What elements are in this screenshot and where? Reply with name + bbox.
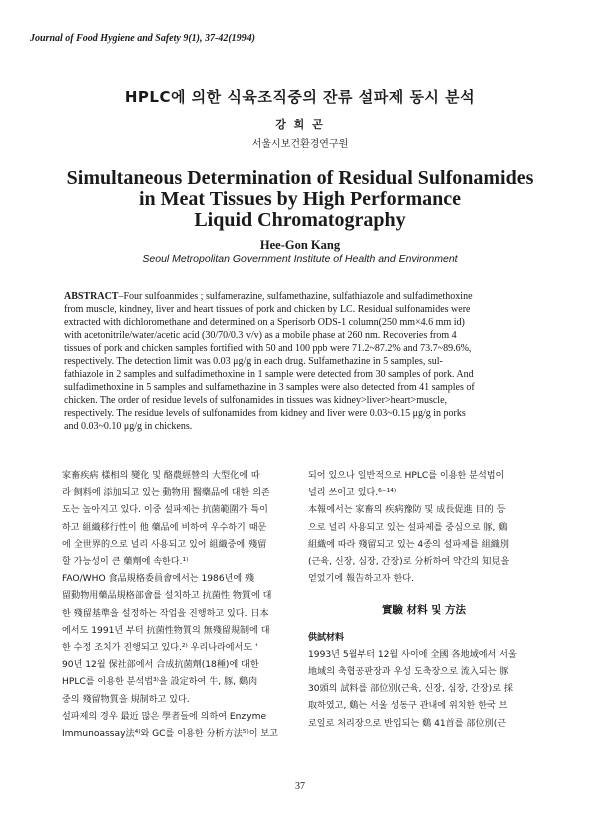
body-line: 地域의 축협공판장과 우성 도축장으로 流入되는 豚 [308,667,509,678]
sub-heading: 供試材料 [308,632,345,643]
page-number: 37 [295,781,305,792]
body-line: 한 수정 조치가 진행되고 있다.²⁾ 우리나라에서도 ' [62,643,258,654]
body-line: (근육, 신장, 심장, 간장)로 分析하여 약간의 知見을 [308,557,510,568]
abstract-line: respectively. The detection limit was 0.03 μg/g in each drug. Sulfamethazine in 5 samples, sul- [64,356,443,367]
english-title [0,168,600,231]
body-line: 할 가능성이 큰 藥劑에 속한다.¹⁾ [62,557,189,568]
abstract-line: sulfadimethoxine in 5 samples and sulfamethazine in 3 samples were also detected from 41 samples of [64,382,475,393]
english-author: Hee-Gon Kang [259,238,341,252]
body-line: 組織에 따라 殘留되고 있는 4종의 설파제를 組織別 [308,539,509,550]
body-line: 설파제의 경우 最近 많은 學者들에 의하여 Enzyme [62,711,267,722]
left-column [62,468,294,743]
body-line: 本報에서는 家畜의 疾病豫防 및 成長促進 目的 등 [308,505,506,516]
body-line: Immunoassay法⁴⁾와 GC를 이용한 分析方法⁵⁾이 보고 [62,729,278,740]
english-title-line: Simultaneous Determination of Residual Sulfonamides [66,167,534,189]
korean-author: 강 희 곤 [275,118,325,131]
body-line: FAO/WHO 食品規格委員會에서는 1986년에 殘 [62,574,255,585]
section-heading: 實驗 材料 및 方法 [381,604,467,617]
korean-title: HPLC에 의한 식육조직중의 잔류 설파제 동시 분석 [124,88,476,106]
body-line: 되어 있으나 일반적으로 HPLC를 이용한 분석법이 [308,471,505,481]
body-line: 30頭의 試料를 部位別(근육, 신장, 심장, 간장)로 採 [308,684,513,695]
abstract-line: with acetonitrile/water/acetic acid (30/70/0.3 v/v) as a mobile phase at 260 nm. Recoveries from 4 [64,330,457,341]
body-line: 도는 높아지고 있다. 이중 설파제는 抗菌範圍가 특이 [62,505,268,516]
body-line: 1993년 5월부터 12월 사이에 全國 各地域에서 서울 [308,649,517,660]
english-title-line: Liquid Chromatography [194,209,406,231]
abstract-line [64,290,540,303]
abstract-line: respectively. The residue levels of sulfonamides from kidney and liver were 0.03~0.15 μg/g in porks [64,408,466,419]
journal-header: Journal of Food Hygiene and Safety 9(1), 37-42(1994) [30,33,255,44]
abstract-label: ABSTRACT [64,291,119,302]
body-line: 라 飼料에 添加되고 있는 動物用 醫藥品에 대한 의존 [62,488,270,499]
abstract-line: chicken. The order of residue levels of sulfonamides in tissues was kidney>liver>heart>muscle, [64,395,448,406]
body-line: 에서도 1991년 부터 抗菌性物質의 無殘留規制에 대 [62,625,270,636]
body-line: 얻었기에 報告하고자 한다. [308,574,414,585]
right-column [308,468,540,733]
body-line: 留動物用藥品規格部會를 설치하고 抗菌性 物質에 대 [62,591,272,602]
abstract-line: tissues of pork and chicken samples fortified with 50 and 100 ppb were 71.2~87.2% and 73.7~89.6%, [64,343,472,354]
body-line: 으로 널리 사용되고 있는 설파제를 중심으로 豚, 鷄 [308,522,508,533]
body-line: 널리 쓰이고 있다.⁶⁻¹⁴⁾ [308,488,397,499]
english-affiliation: Seoul Metropolitan Government Institute of Health and Environment [142,253,458,265]
abstract-line: fathiazole in 2 samples and sulfadimethoxine in 1 sample were detected from 30 samples of pork. And [64,369,474,380]
abstract-line: extracted with dichloromethane and determined on a Sperisorb ODS-1 column(250 mm×4.6 mm id) [64,317,465,328]
body-line: 한 殘留基準을 설정하는 작업을 진행하고 있다. 日本 [62,608,269,619]
korean-affiliation: 서울시보건환경연구원 [251,139,349,150]
abstract-line: from muscle, kindney, liver and heart tissues of pork and chicken by LC. Residual sulfonamides were [64,304,471,315]
body-line: 取하였고, 鷄는 서울 성동구 관내에 위치한 한국 브 [308,701,508,712]
abstract-line: and 0.03~0.10 μg/g in chickens. [64,421,193,432]
body-line: 家畜疾病 樣相의 變化 및 酪農經營의 大型化에 따 [62,471,260,481]
body-line: HPLC를 이용한 분석법³⁾을 設定하여 牛, 豚, 鷄肉 [62,677,258,688]
abstract [64,290,540,433]
abstract-text: –Four sulfoanmides ; sulfamerazine, sulfamethazine, sulfathiazole and sulfadimethoxine [118,291,473,302]
body-line: 중의 殘留物質을 規制하고 있다. [62,694,190,705]
body-line: 90년 12월 保社部에서 合成抗菌劑(18種)에 대한 [62,660,259,671]
body-line: 하고 組織移行性이 他 藥品에 비하여 우수하기 때문 [62,522,267,533]
body-line: 에 全世界的으로 널리 사용되고 있어 組織중에 殘留 [62,539,267,550]
body-line: 로일로 처리장으로 반입되는 鷄 41首를 部位別(근 [308,718,507,729]
english-title-line: in Meat Tissues by High Performance [138,188,462,210]
